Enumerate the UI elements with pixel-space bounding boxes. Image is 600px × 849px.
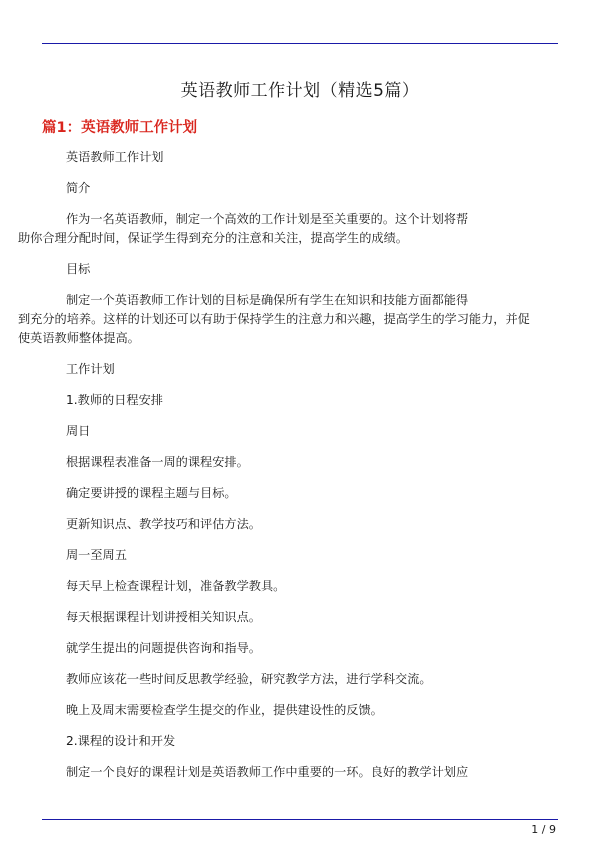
paragraph (42, 453, 558, 472)
footer-rule (42, 819, 558, 820)
paragraph-line: 根据课程表准备一周的课程安排。 (66, 455, 249, 469)
paragraph-line: 作为一名英语教师，制定一个高效的工作计划是至关重要的。这个计划将帮 (66, 212, 469, 226)
paragraph (42, 639, 558, 658)
paragraph-line: 目标 (66, 262, 91, 276)
paragraph (42, 391, 558, 410)
page-indicator: 1 / 9 (531, 823, 556, 836)
paragraph (18, 210, 558, 248)
paragraph-line: 使英语教师整体提高。 (18, 331, 140, 345)
paragraph-line: 确定要讲授的课程主题与目标。 (66, 486, 237, 500)
paragraph (42, 360, 558, 379)
paragraph (42, 515, 558, 534)
paragraph (42, 608, 558, 627)
paragraph (42, 148, 558, 167)
paragraph (42, 763, 558, 782)
document-title: 英语教师工作计划（精选5篇） (180, 81, 420, 101)
paragraph-line: 每天根据课程计划讲授相关知识点。 (66, 610, 261, 624)
paragraph (42, 701, 558, 720)
paragraph-line: 制定一个良好的课程计划是英语教师工作中重要的一环。良好的教学计划应 (66, 765, 469, 779)
document-body (18, 148, 558, 794)
paragraph-line: 2.课程的设计和开发 (66, 734, 176, 748)
section-heading: 篇1：英语教师工作计划 (42, 120, 198, 136)
paragraph-line: 周一至周五 (66, 548, 127, 562)
paragraph (42, 732, 558, 751)
paragraph (42, 546, 558, 565)
header-rule (42, 43, 558, 44)
paragraph-line: 晚上及周末需要检查学生提交的作业，提供建设性的反馈。 (66, 703, 383, 717)
paragraph-line: 简介 (66, 181, 91, 195)
paragraph-line: 教师应该花一些时间反思教学经验，研究教学方法，进行学科交流。 (66, 672, 432, 686)
paragraph (42, 577, 558, 596)
paragraph-line: 周日 (66, 424, 91, 438)
paragraph-line: 英语教师工作计划 (66, 150, 164, 164)
paragraph (18, 291, 558, 348)
paragraph-line: 到充分的培养。这样的计划还可以有助于保持学生的注意力和兴趣，提高学生的学习能力，并促 (18, 312, 530, 326)
paragraph (42, 484, 558, 503)
paragraph-line: 工作计划 (66, 362, 115, 376)
paragraph (42, 670, 558, 689)
paragraph-line: 每天早上检查课程计划，准备教学教具。 (66, 579, 286, 593)
paragraph-line: 助你合理分配时间，保证学生得到充分的注意和关注，提高学生的成绩。 (18, 231, 408, 245)
paragraph (42, 260, 558, 279)
paragraph-line: 更新知识点、教学技巧和评估方法。 (66, 517, 261, 531)
paragraph (42, 422, 558, 441)
paragraph-line: 1.教师的日程安排 (66, 393, 163, 407)
paragraph (42, 179, 558, 198)
paragraph-line: 就学生提出的问题提供咨询和指导。 (66, 641, 261, 655)
paragraph-line: 制定一个英语教师工作计划的目标是确保所有学生在知识和技能方面都能得 (66, 293, 469, 307)
